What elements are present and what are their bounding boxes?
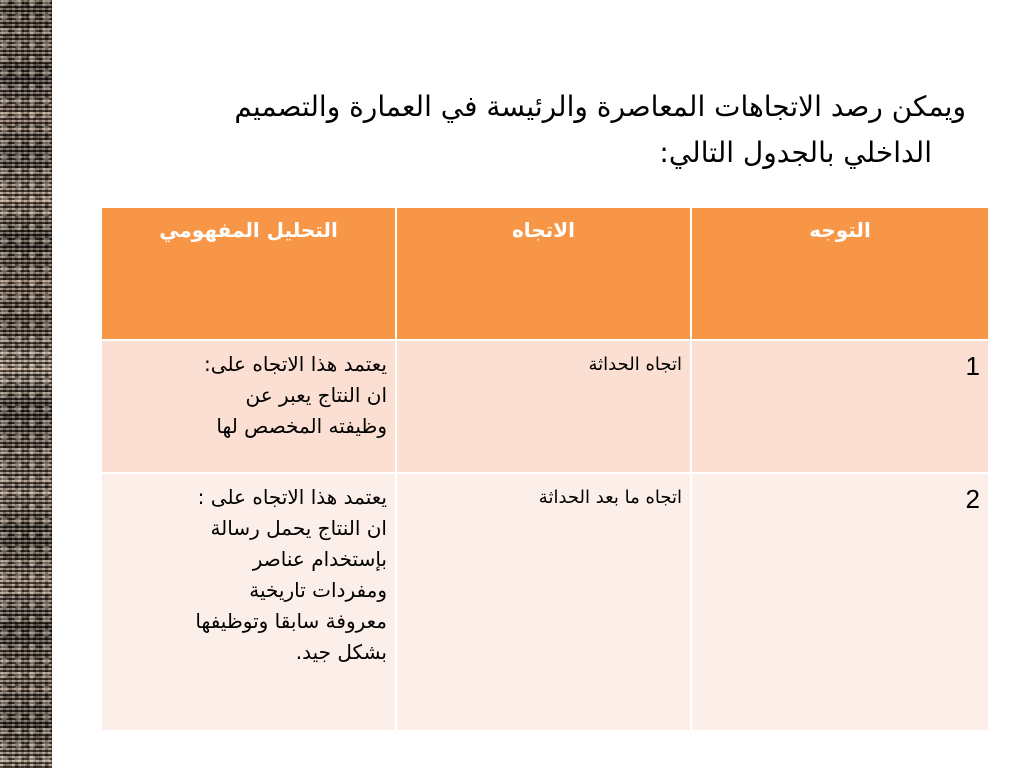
analysis-line: يعتمد هذا الاتجاه على: [204, 352, 387, 376]
analysis-line: بإستخدام عناصر [252, 547, 387, 571]
row-direction: اتجاه الحداثة [396, 340, 691, 473]
analysis-line: وظيفته المخصص لها [216, 414, 387, 438]
table-row [101, 473, 989, 731]
table-header-row [101, 207, 989, 340]
row-direction: اتجاه ما بعد الحداثة [396, 473, 691, 731]
title-line-1: ويمكن رصد الاتجاهات المعاصرة والرئيسة في العمارة والتصميم [234, 90, 966, 123]
row-number: 1 [691, 340, 989, 473]
row-number: 2 [691, 473, 989, 731]
analysis-line: معروفة سابقا وتوظيفها [195, 609, 387, 633]
analysis-line: بشكل جيد. [295, 640, 387, 664]
analysis-line: يعتمد هذا الاتجاه على : [197, 485, 387, 509]
header-orientation: التوجه [691, 207, 989, 340]
analysis-line: ان النتاج يعبر عن [245, 383, 387, 407]
title-line-2: الداخلي بالجدول التالي: [659, 136, 932, 169]
header-direction: الاتجاه [396, 207, 691, 340]
header-conceptual-analysis: التحليل المفهومي [101, 207, 396, 340]
decorative-side-strip [0, 0, 52, 768]
trends-table [100, 206, 990, 732]
analysis-line: ان النتاج يحمل رسالة [210, 516, 387, 540]
slide-title [126, 84, 966, 176]
row-analysis [101, 473, 396, 731]
row-analysis [101, 340, 396, 473]
analysis-line: ومفردات تاريخية [249, 578, 387, 602]
table-row [101, 340, 989, 473]
